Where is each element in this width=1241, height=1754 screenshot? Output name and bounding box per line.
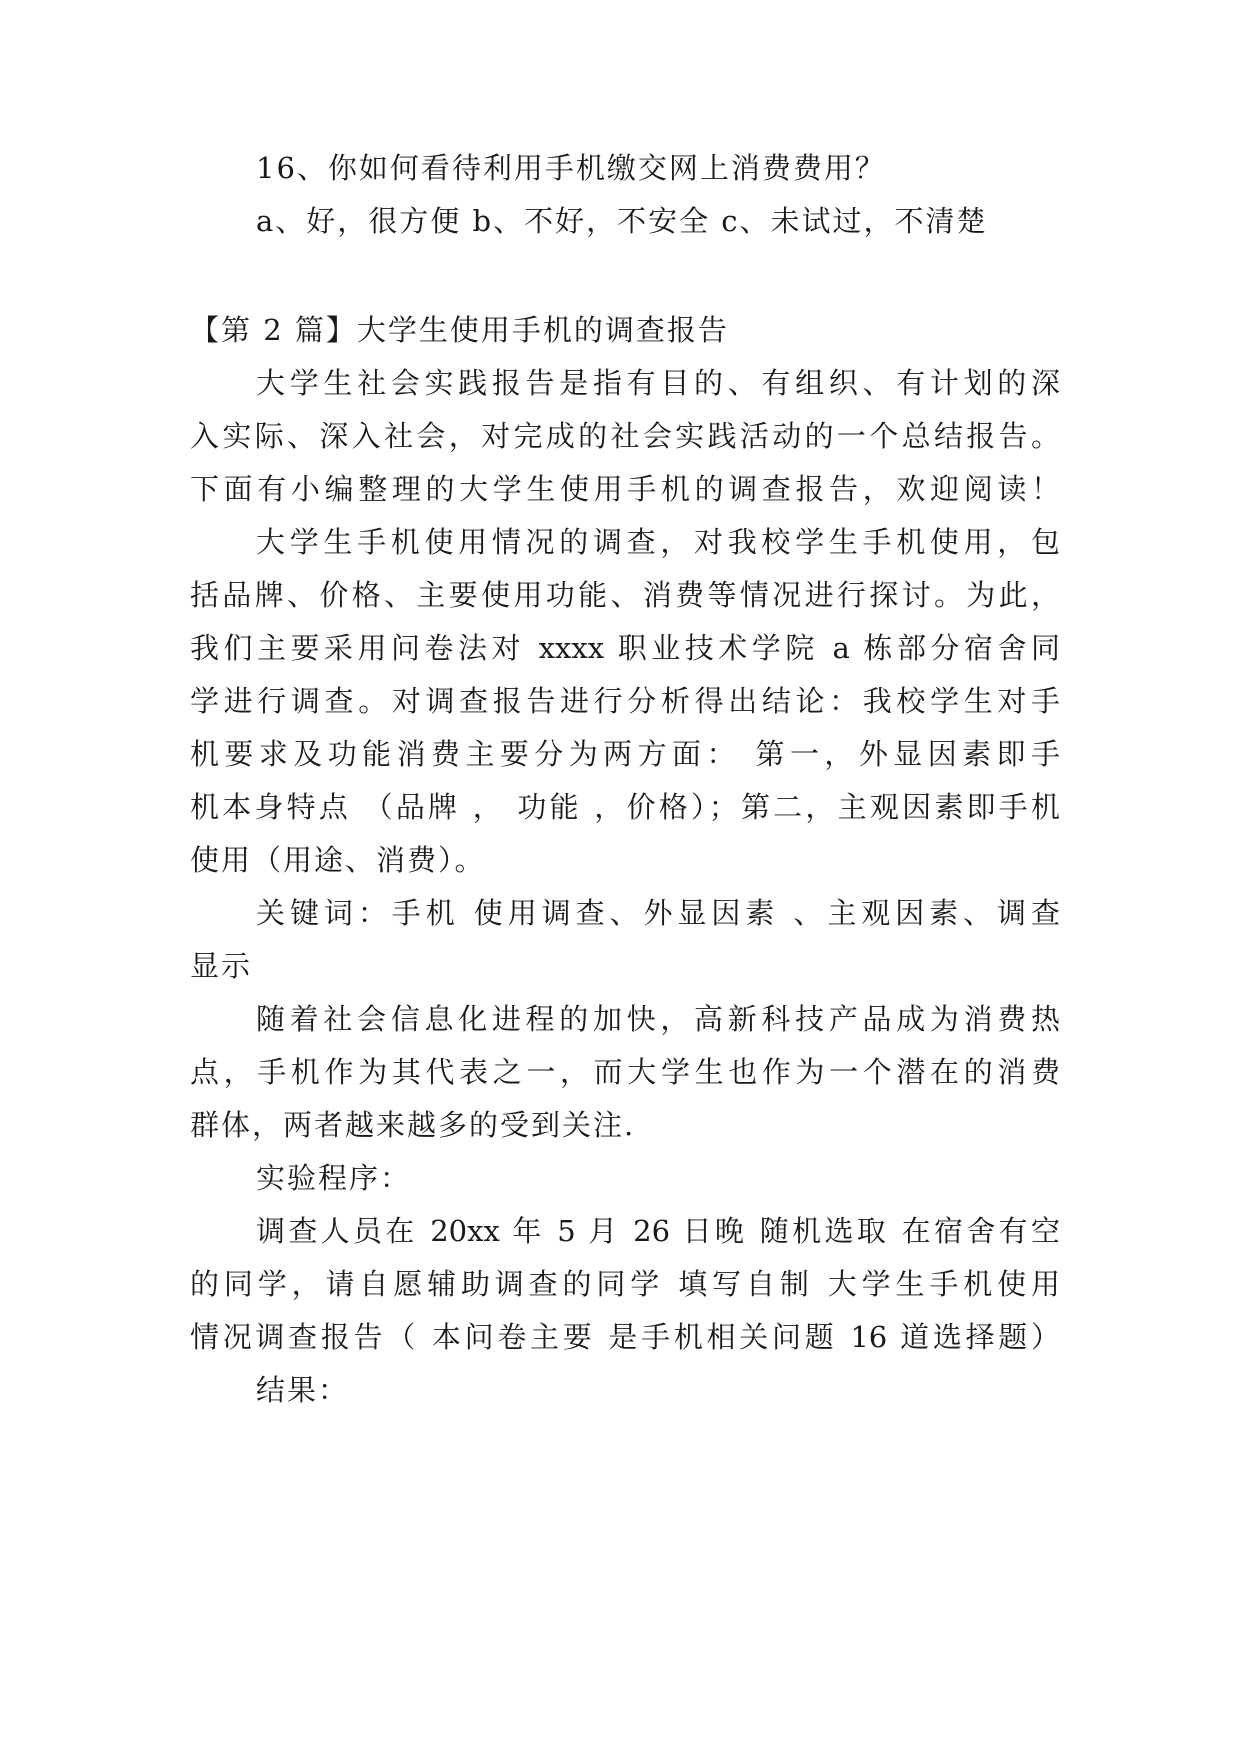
question-16-options: a、好，很方便 b、不好，不安全 c、未试过，不清楚 [256,204,988,238]
procedure-line-2: 的同学，请自愿辅助调查的同学 填写自制 大学生手机使用 [190,1267,1060,1301]
question-16-prompt: 16、你如何看待利用手机缴交网上消费费用？ [256,151,886,185]
summary-line-1: 大学生手机使用情况的调查，对我校学生手机使用，包 [256,525,1060,559]
summary-line-6: 机本身特点 （品牌 ， 功能 ，价格）；第二，主观因素即手机 [190,790,1060,824]
intro-line-3: 下面有小编整理的大学生使用手机的调查报告，欢迎阅读！ [190,472,1060,506]
summary-line-4: 学进行调查。对调查报告进行分析得出结论：我校学生对手 [190,684,1060,718]
intro-line-1: 大学生社会实践报告是指有目的、有组织、有计划的深 [256,366,1060,400]
background-line-1: 随着社会信息化进程的加快，高新科技产品成为消费热 [256,1002,1060,1036]
background-line-3: 群体，两者越来越多的受到关注. [190,1108,636,1142]
summary-line-3: 我们主要采用问卷法对 xxxx 职业技术学院 a 栋部分宿舍同 [190,631,1060,665]
summary-line-5: 机要求及功能消费主要分为两方面： 第一，外显因素即手 [190,737,1060,771]
article-heading: 【第 2 篇】大学生使用手机的调查报告 [190,313,729,347]
summary-line-7: 使用（用途、消费）。 [190,843,486,877]
result-label: 结果： [256,1373,350,1407]
keywords-line-2: 显示 [190,949,253,983]
intro-line-2: 入实际、深入社会，对完成的社会实践活动的一个总结报告。 [190,419,1060,453]
summary-line-2: 括品牌、价格、主要使用功能、消费等情况进行探讨。为此， [190,578,1060,612]
keywords-line-1: 关键词：手机 使用调查、外显因素 、主观因素、调查 [256,896,1060,930]
background-line-2: 点，手机作为其代表之一，而大学生也作为一个潜在的消费 [190,1055,1060,1089]
procedure-label: 实验程序： [256,1161,412,1195]
procedure-line-3: 情况调查报告（ 本问卷主要 是手机相关问题 16 道选择题） [190,1320,1060,1354]
procedure-line-1: 调查人员在 20xx 年 5 月 26 日晚 随机选取 在宿舍有空 [256,1214,1060,1248]
